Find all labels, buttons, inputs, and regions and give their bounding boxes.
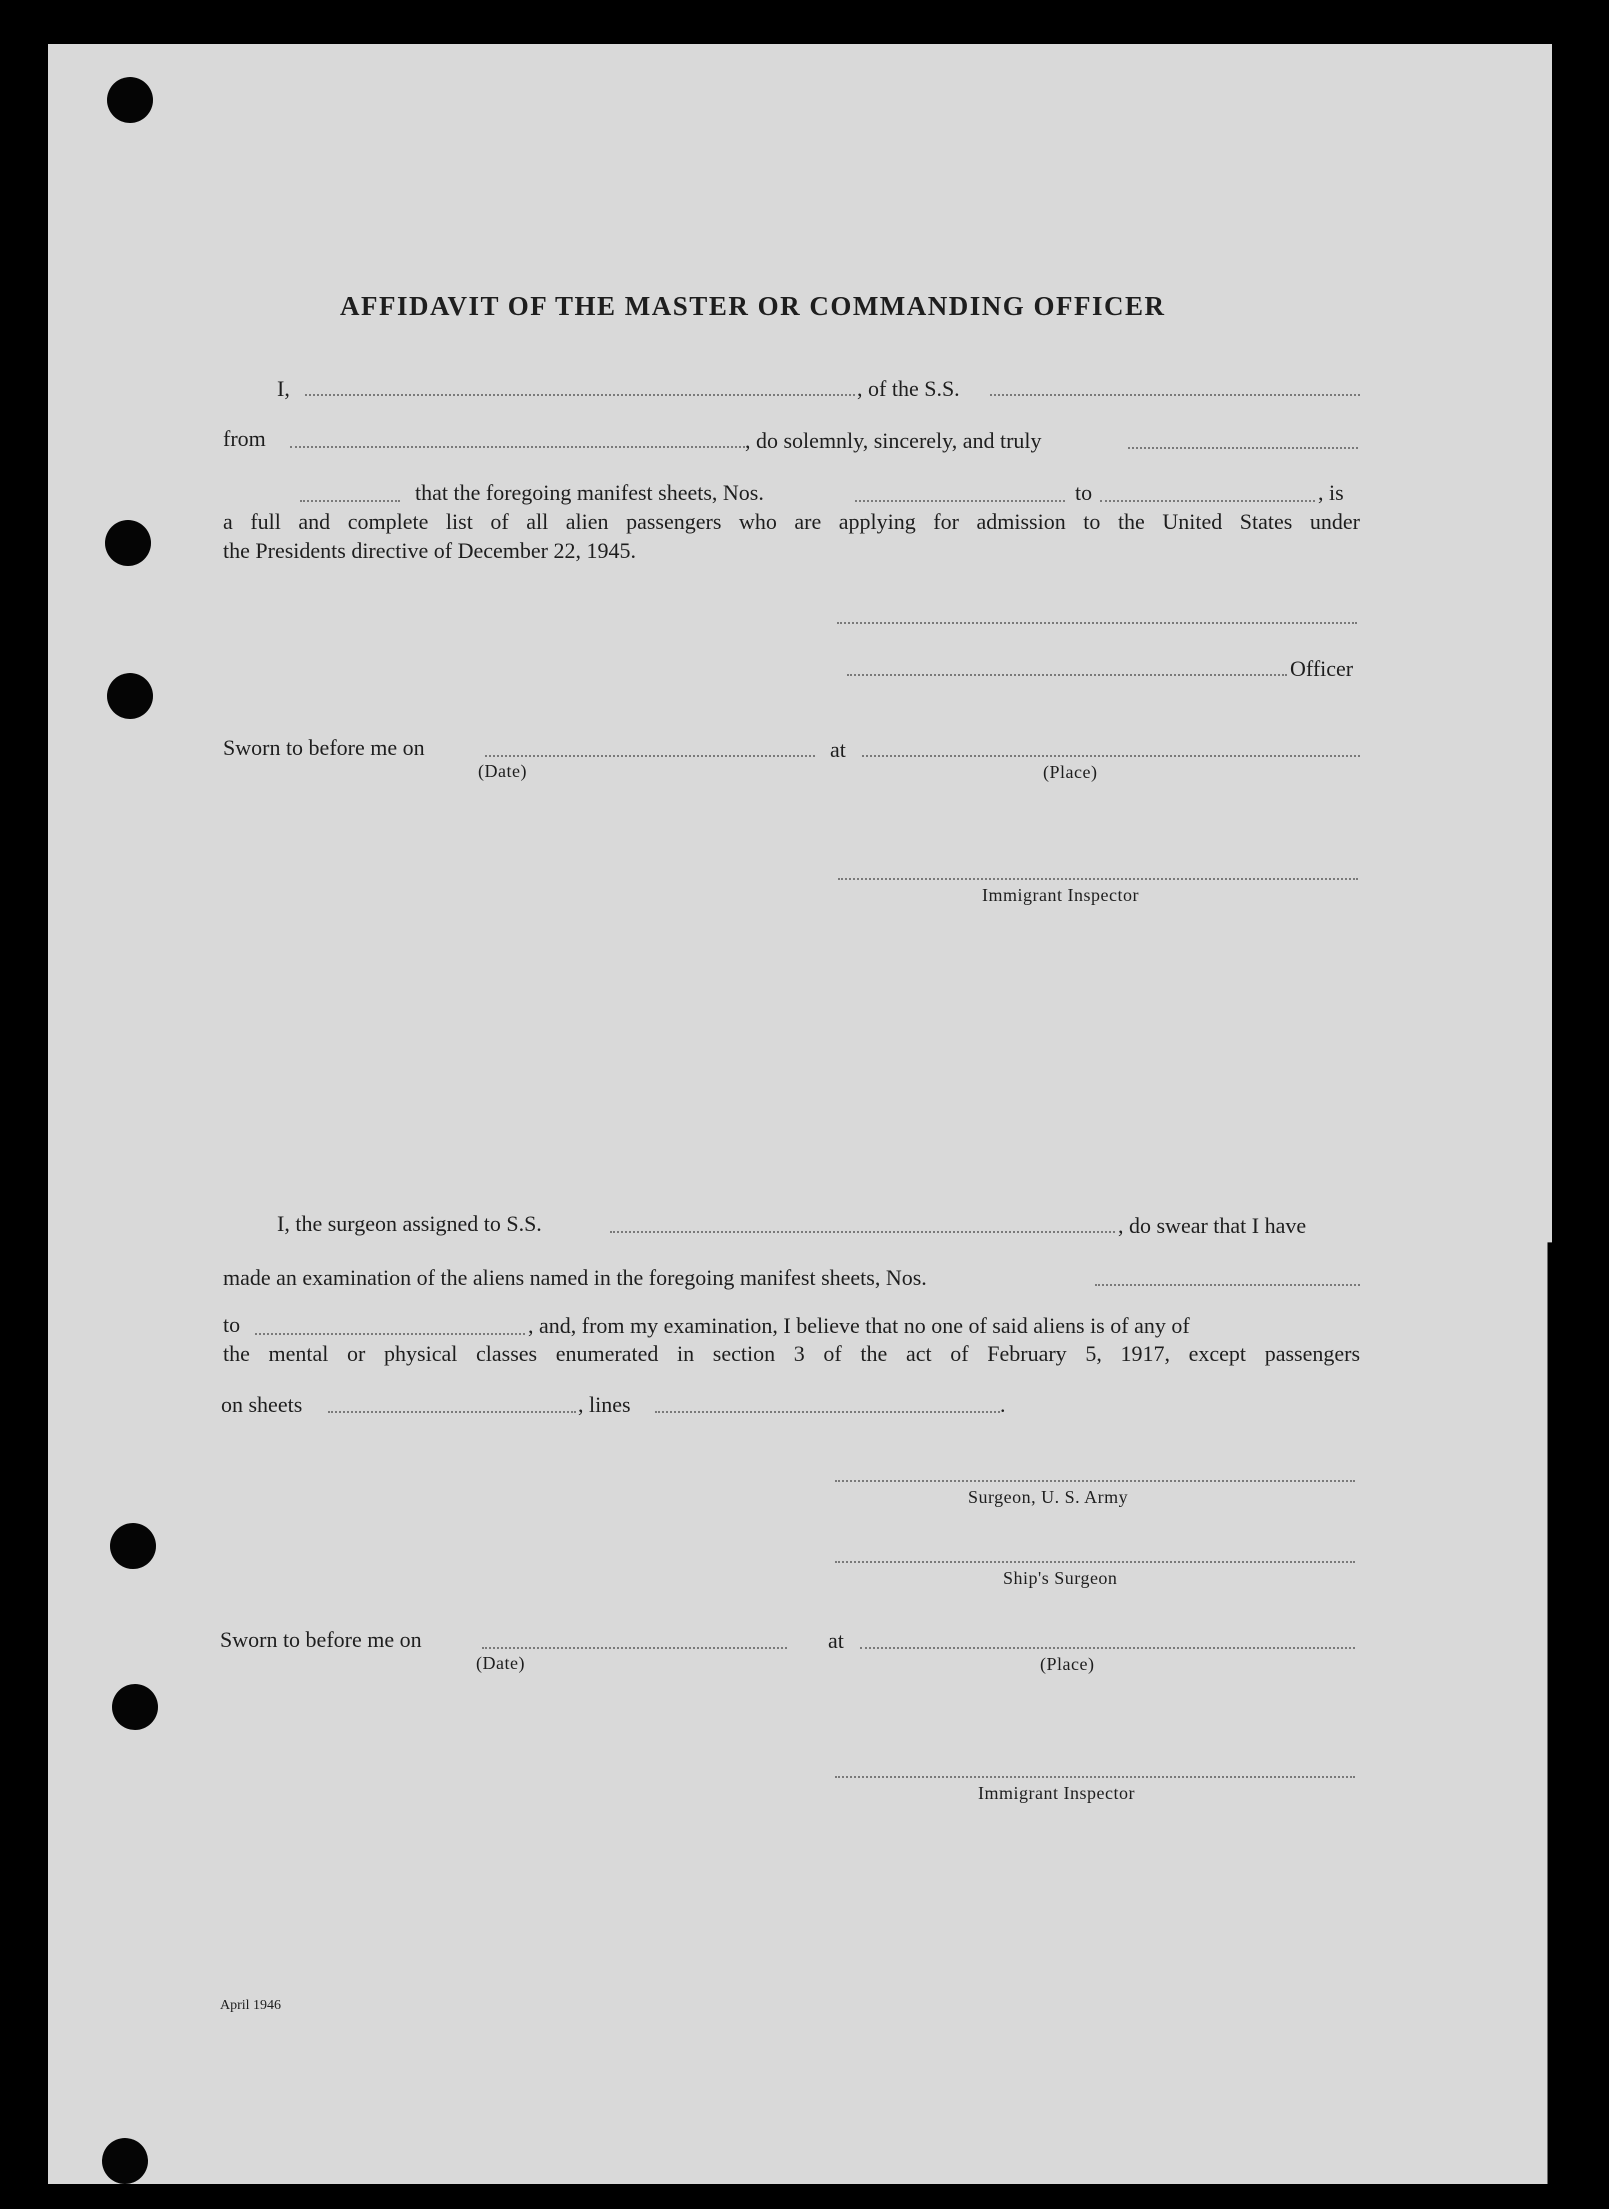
army-surgeon-signature-field[interactable]	[835, 1480, 1355, 1482]
made-exam-label: made an examination of the aliens named in the foregoing manifest sheets, Nos.	[223, 1265, 927, 1290]
place-caption-surgeon: (Place)	[1040, 1654, 1095, 1674]
officer-title-field[interactable]	[847, 674, 1287, 676]
on-sheets-field[interactable]	[328, 1411, 576, 1413]
ship-surgeon-signature-field[interactable]	[835, 1561, 1355, 1563]
ship-name-field[interactable]	[990, 394, 1360, 396]
to-label: to	[1075, 480, 1093, 505]
directive-line: the Presidents directive of December 22, 1945.	[223, 538, 636, 563]
inspector-signature-field[interactable]	[838, 878, 1358, 880]
lines-label: , lines	[578, 1392, 631, 1417]
punch-hole	[105, 520, 151, 566]
i-label: I,	[277, 376, 290, 401]
sworn-place-field[interactable]	[862, 755, 1360, 757]
surgeon-inspector-signature-field[interactable]	[835, 1776, 1355, 1778]
sworn-label-surgeon: Sworn to before me on	[220, 1627, 422, 1652]
oath-field[interactable]	[1128, 447, 1358, 449]
inspector-caption-surgeon: Immigrant Inspector	[978, 1783, 1135, 1803]
sheet-from-field[interactable]	[855, 500, 1065, 502]
lines-field[interactable]	[655, 1411, 1000, 1413]
exam-to-field[interactable]	[255, 1333, 525, 1335]
foregoing-sheets-label: that the foregoing manifest sheets, Nos.	[415, 480, 764, 505]
from-port-field[interactable]	[290, 446, 745, 448]
at-label: at	[830, 737, 846, 762]
master-name-field[interactable]	[305, 394, 855, 396]
master-signature-field[interactable]	[837, 622, 1357, 624]
mental-classes-line: the mental or physical classes enumerated in section 3 of the act of February 5, 1917, except passengers	[223, 1341, 1360, 1366]
officer-label: Officer	[1290, 656, 1354, 681]
lines-period: .	[1000, 1392, 1006, 1417]
of-ss-label: , of the S.S.	[857, 376, 960, 401]
full-list-line: a full and complete list of all alien passengers who are applying for admission to the United States under	[223, 509, 1360, 534]
ship-surgeon-caption: Ship's Surgeon	[1003, 1568, 1118, 1588]
punch-hole	[107, 673, 153, 719]
from-label: from	[223, 426, 266, 451]
punch-hole	[102, 2138, 148, 2184]
inspector-caption: Immigrant Inspector	[982, 885, 1139, 905]
surgeon-sworn-place-field[interactable]	[860, 1647, 1355, 1649]
punch-hole	[112, 1684, 158, 1730]
do-swear-label: , do swear that I have	[1118, 1213, 1307, 1238]
form-page	[48, 44, 1552, 2184]
at-label-surgeon: at	[828, 1628, 844, 1653]
form-print-date: April 1946	[220, 1998, 282, 2013]
punch-hole	[107, 77, 153, 123]
exam-sheets-field[interactable]	[1095, 1284, 1360, 1286]
date-caption-surgeon: (Date)	[476, 1653, 525, 1673]
date-caption: (Date)	[478, 761, 527, 781]
punch-hole	[110, 1523, 156, 1569]
do-solemnly-label: , do solemnly, sincerely, and truly	[745, 428, 1042, 453]
sheet-to-field[interactable]	[1100, 500, 1315, 502]
on-sheets-label: on sheets	[221, 1392, 303, 1417]
is-label: , is	[1318, 480, 1344, 505]
place-caption: (Place)	[1043, 762, 1098, 782]
surgeon-ship-field[interactable]	[610, 1231, 1115, 1233]
oath-field-continued[interactable]	[300, 500, 400, 502]
sworn-label: Sworn to before me on	[223, 735, 425, 760]
form-title: AFFIDAVIT OF THE MASTER OR COMMANDING OFFICER	[340, 291, 1166, 321]
surgeon-intro-label: I, the surgeon assigned to S.S.	[277, 1211, 542, 1236]
and-from-label: , and, from my examination, I believe that no one of said aliens is of any of	[528, 1313, 1190, 1338]
sworn-date-field[interactable]	[485, 755, 815, 757]
surgeon-sworn-date-field[interactable]	[482, 1647, 787, 1649]
to-label-surgeon: to	[223, 1312, 241, 1337]
army-surgeon-caption: Surgeon, U. S. Army	[968, 1487, 1129, 1507]
